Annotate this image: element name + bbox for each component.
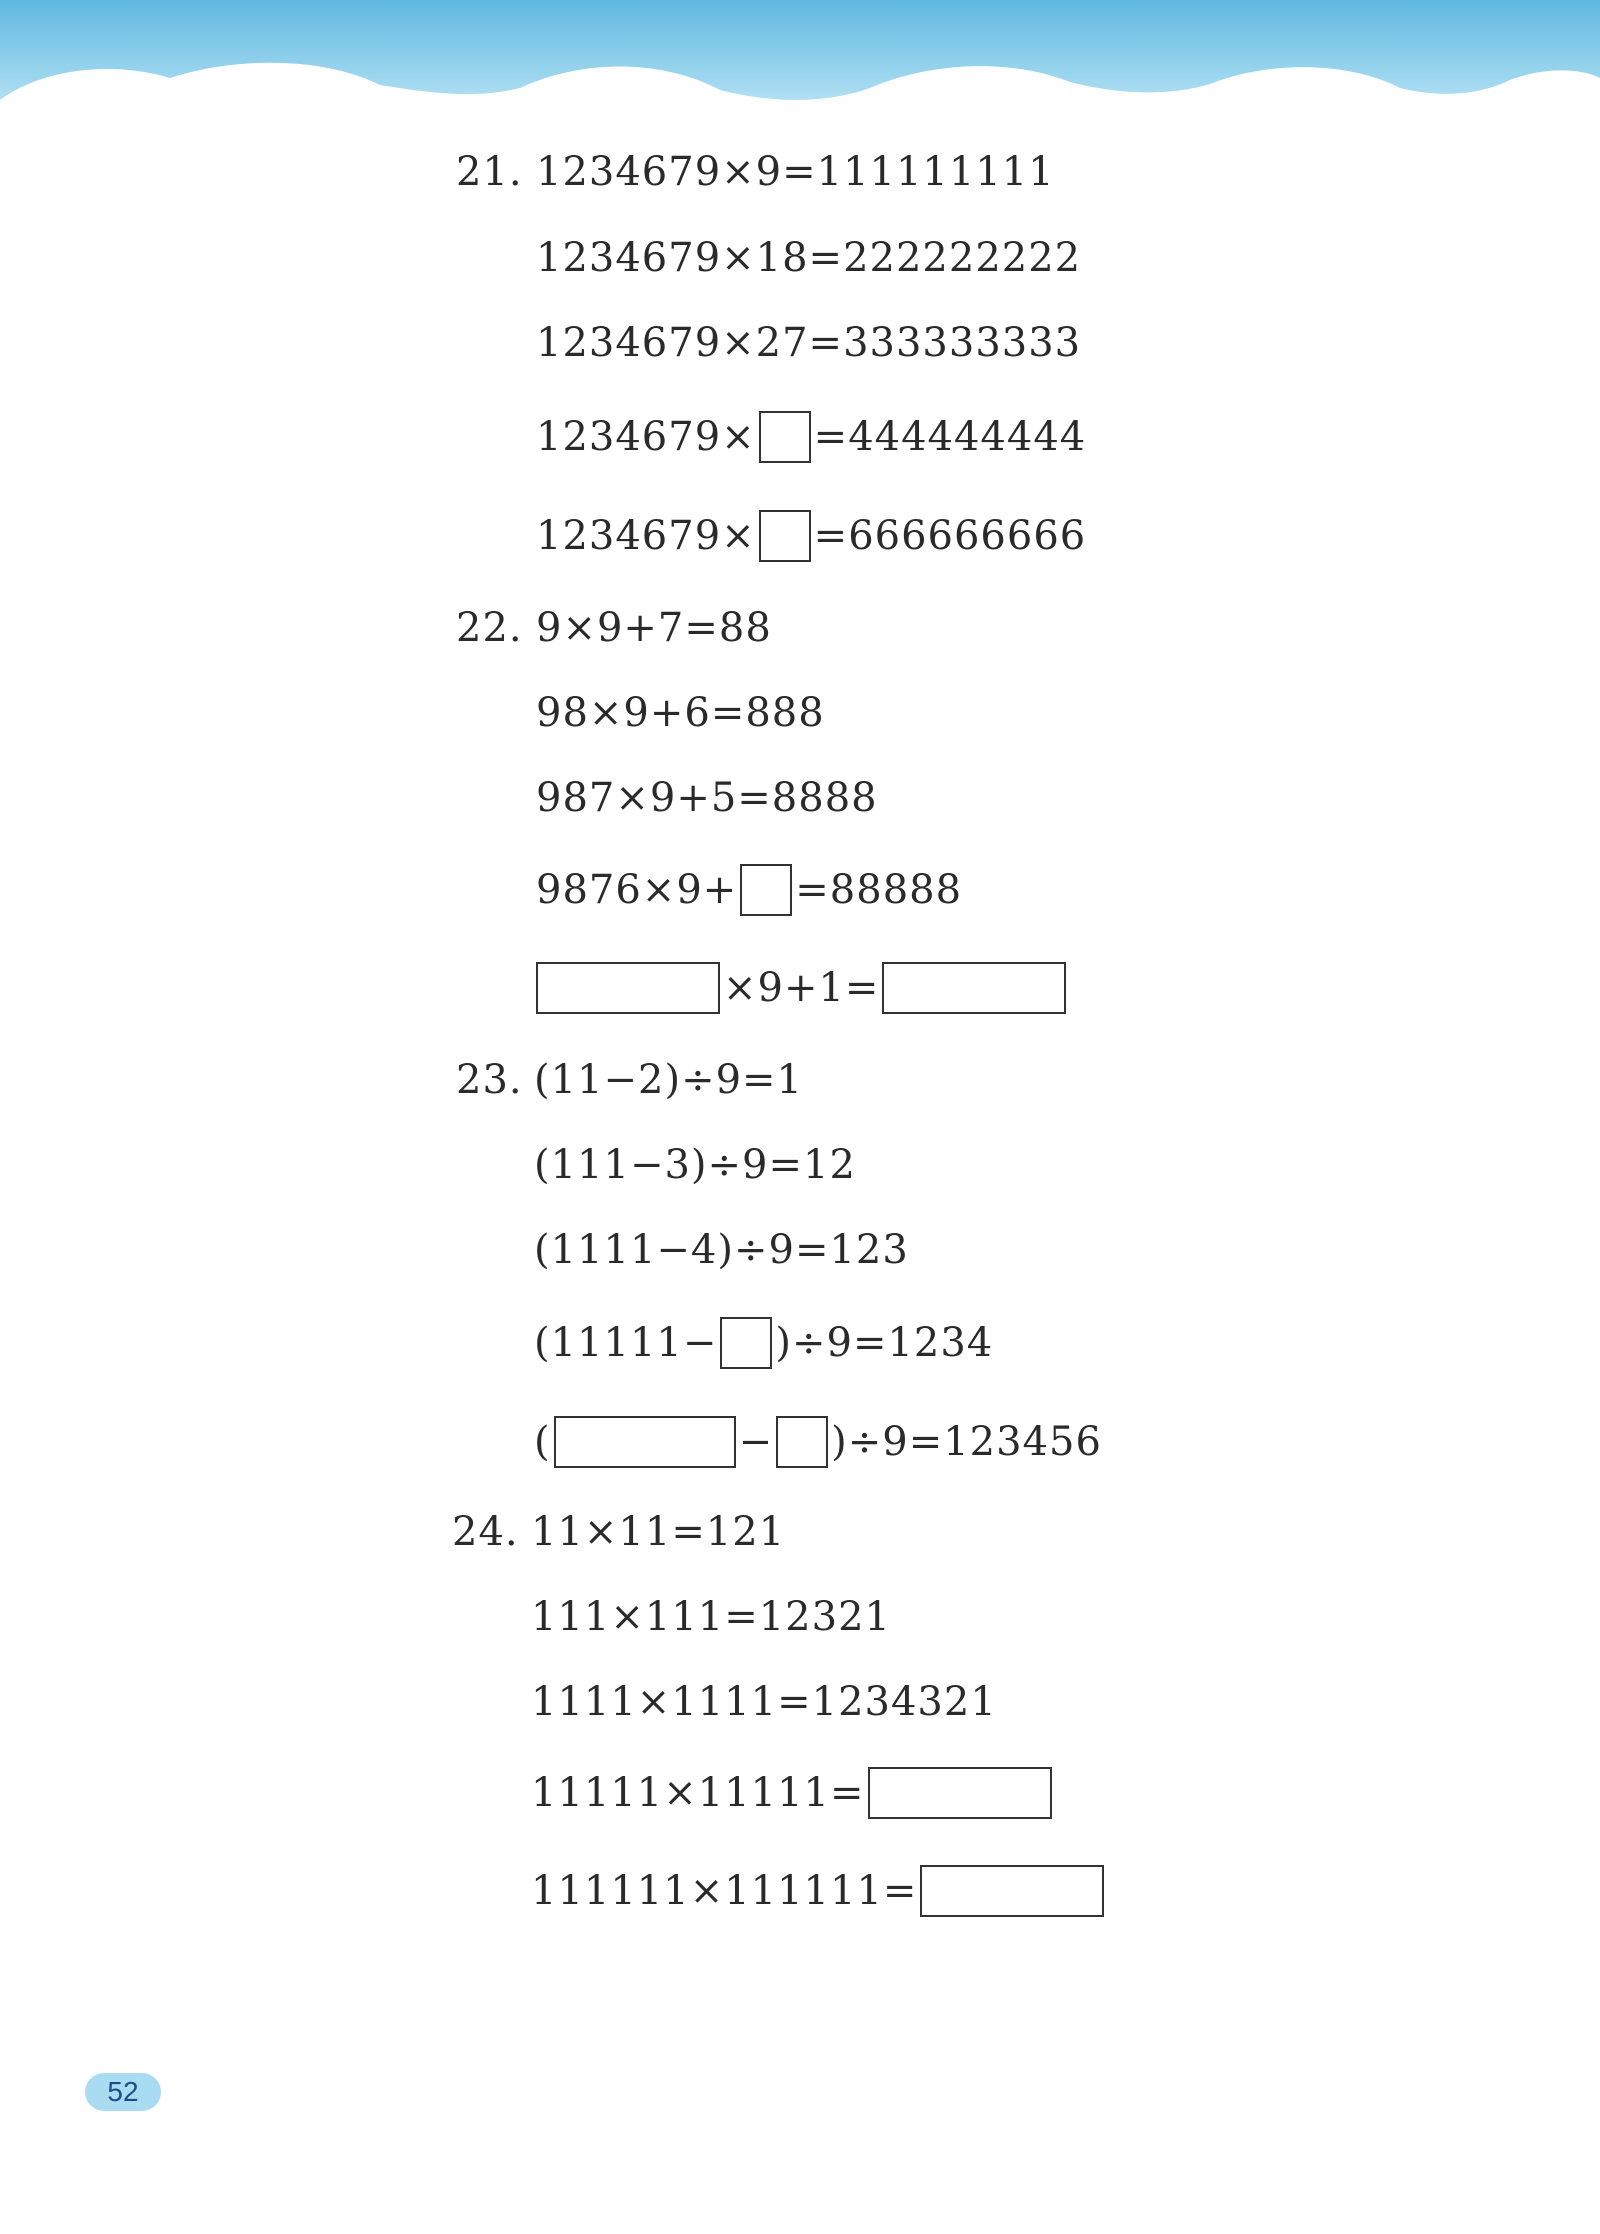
q23-line5-open: ( (534, 1419, 551, 1465)
q24-equation-2 (531, 1589, 891, 1645)
q23-line3-text: (1111−4)÷9=123 (534, 1227, 909, 1273)
q23-line5-right: )÷9=123456 (831, 1419, 1102, 1465)
q24-equation-3 (531, 1674, 997, 1730)
q22-line5-left-box[interactable] (536, 962, 720, 1014)
q21-line4-right: =444444444 (813, 414, 1087, 460)
question-22-number: 22. (456, 605, 523, 651)
q23-equation-5 (534, 1414, 1102, 1470)
q22-equation-3 (536, 770, 878, 826)
q22-equation-5 (533, 960, 1069, 1016)
q23-equation-1 (534, 1052, 803, 1108)
q22-line5-right-box[interactable] (882, 962, 1066, 1014)
q23-line5-minus: − (738, 1419, 774, 1465)
q21-line5-answer-box[interactable] (759, 510, 811, 562)
question-23-number: 23. (456, 1057, 523, 1103)
q21-line4-left: 1234679× (536, 414, 756, 460)
q21-line2-text: 1234679×18=222222222 (536, 235, 1082, 281)
q21-equation-5 (536, 508, 1086, 564)
q23-equation-2 (534, 1137, 856, 1193)
q23-line4-answer-box[interactable] (720, 1317, 772, 1369)
q22-line4-left: 9876×9+ (536, 867, 738, 913)
q23-line2-text: (111−3)÷9=12 (534, 1142, 856, 1188)
q24-line5-answer-box[interactable] (920, 1865, 1104, 1917)
q24-line2-text: 111×111=12321 (531, 1594, 891, 1640)
q21-line5-left: 1234679× (536, 513, 756, 559)
q24-line4-left: 11111×11111= (531, 1770, 865, 1816)
q22-line3-text: 987×9+5=8888 (536, 775, 878, 821)
page-number-badge: 52 (85, 2073, 161, 2111)
q22-line1-text: 9×9+7=88 (536, 605, 772, 651)
q21-line1-text: 1234679×9=111111111 (536, 149, 1055, 195)
q21-line4-answer-box[interactable] (759, 411, 811, 463)
q22-equation-1 (536, 600, 772, 656)
q23-line4-left: (11111− (534, 1320, 718, 1366)
q21-equation-3 (536, 315, 1081, 371)
q23-line5-right-box[interactable] (776, 1416, 828, 1468)
q23-equation-3 (534, 1222, 909, 1278)
q24-line4-answer-box[interactable] (868, 1767, 1052, 1819)
q22-equation-2 (536, 685, 825, 741)
q23-equation-4 (534, 1315, 993, 1371)
q22-line2-text: 98×9+6=888 (536, 690, 825, 736)
q22-line4-right: =88888 (795, 867, 963, 913)
q21-equation-4 (536, 409, 1086, 465)
q24-equation-5 (531, 1863, 1107, 1919)
q23-line4-right: )÷9=1234 (775, 1320, 994, 1366)
question-21-number: 21. (456, 149, 523, 195)
q21-equation-1 (536, 144, 1055, 200)
q21-line3-text: 1234679×27=333333333 (536, 320, 1082, 366)
question-24-number: 24. (452, 1509, 519, 1555)
q22-line4-answer-box[interactable] (740, 864, 792, 916)
q22-line5-mid: ×9+1= (723, 965, 880, 1011)
q24-line5-left: 111111×111111= (531, 1868, 918, 1914)
q23-line5-left-box[interactable] (554, 1416, 736, 1468)
q24-equation-1 (531, 1504, 785, 1560)
q23-line1-text: (11−2)÷9=1 (534, 1057, 804, 1103)
q22-equation-4 (536, 862, 962, 918)
q24-equation-4 (531, 1765, 1055, 1821)
q24-line1-text: 11×11=121 (531, 1509, 786, 1555)
q24-line3-text: 1111×1111=1234321 (531, 1679, 997, 1725)
q21-line5-right: =666666666 (813, 513, 1087, 559)
q21-equation-2 (536, 230, 1081, 286)
sky-cloud-banner (0, 0, 1600, 150)
